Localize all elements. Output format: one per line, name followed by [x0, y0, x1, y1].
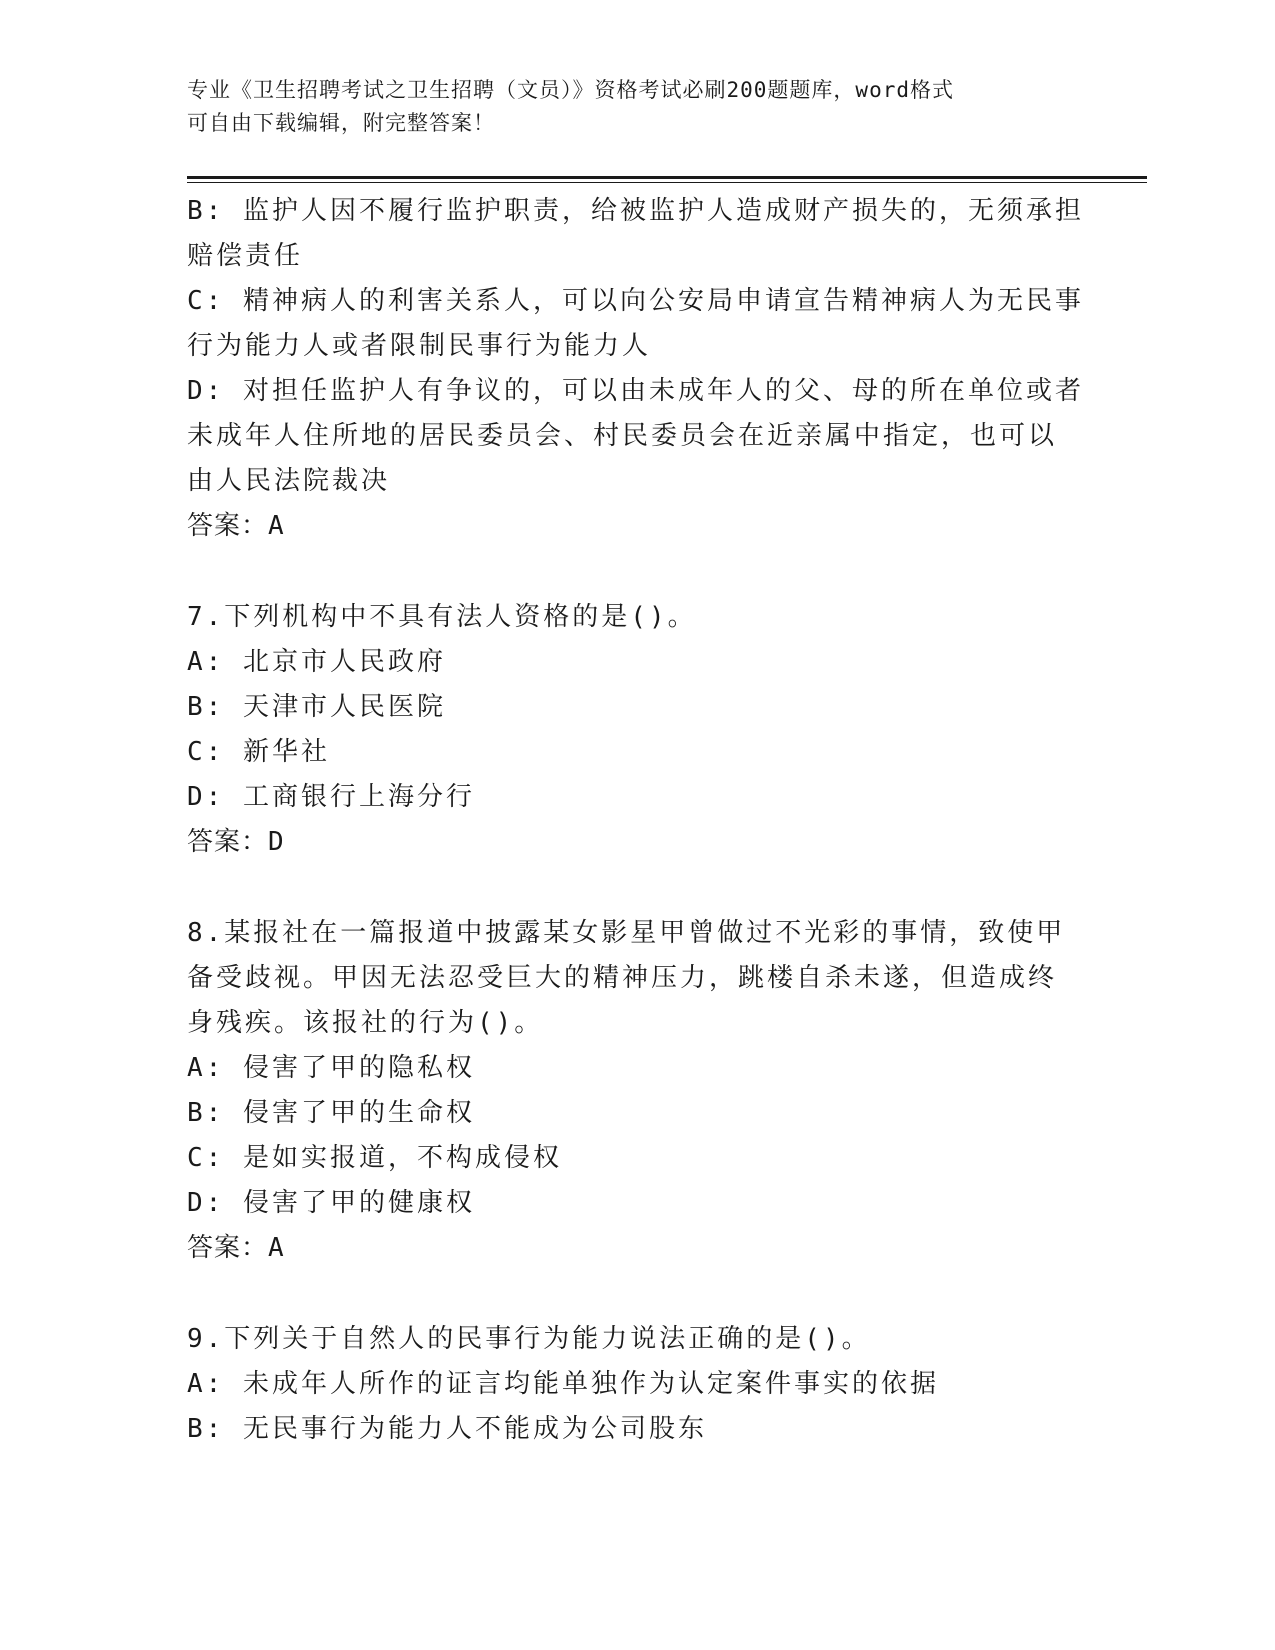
option-c: C: 是如实报道，不构成侵权 — [187, 1143, 562, 1173]
question-6-continued — [187, 189, 1087, 549]
option-b-line-1: B: 监护人因不履行监护职责，给被监护人造成财产损失的，无须承担 — [187, 196, 1084, 226]
option-a: A: 未成年人所作的证言均能单独作为认定案件事实的依据 — [187, 1369, 939, 1399]
option-d: D: 侵害了甲的健康权 — [187, 1188, 475, 1218]
option-c-line-2: 行为能力人或者限制民事行为能力人 — [187, 331, 652, 361]
option-b: B: 无民事行为能力人不能成为公司股东 — [187, 1414, 707, 1444]
option-c: C: 新华社 — [187, 737, 330, 767]
option-d-line-2: 未成年人住所地的居民委员会、村民委员会在近亲属中指定，也可以 — [187, 421, 1058, 451]
document-body — [187, 189, 1087, 1452]
question-stem-line-1: 8.某报社在一篇报道中披露某女影星甲曾做过不光彩的事情，致使甲 — [187, 918, 1066, 948]
option-c-line-1: C: 精神病人的利害关系人，可以向公安局申请宣告精神病人为无民事 — [187, 286, 1084, 316]
answer: 答案：D — [187, 827, 285, 857]
question-stem-line-3: 身残疾。该报社的行为()。 — [187, 1008, 544, 1038]
question-stem: 7.下列机构中不具有法人资格的是()。 — [187, 602, 697, 632]
document-header — [187, 74, 1087, 140]
header-line-1: 专业《卫生招聘考试之卫生招聘（文员）》资格考试必刷200题题库，word格式 — [187, 78, 954, 102]
question-8 — [187, 911, 1087, 1271]
option-a: A: 北京市人民政府 — [187, 647, 446, 677]
header-line-2: 可自由下载编辑，附完整答案！ — [187, 111, 495, 135]
header-rule-thick — [187, 176, 1147, 179]
question-7 — [187, 595, 1087, 865]
option-a: A: 侵害了甲的隐私权 — [187, 1053, 475, 1083]
option-d: D: 工商银行上海分行 — [187, 782, 475, 812]
question-stem-line-2: 备受歧视。甲因无法忍受巨大的精神压力，跳楼自杀未遂，但造成终 — [187, 963, 1058, 993]
answer: 答案：A — [187, 511, 285, 541]
option-d-line-1: D: 对担任监护人有争议的，可以由未成年人的父、母的所在单位或者 — [187, 376, 1084, 406]
question-9 — [187, 1317, 1087, 1452]
option-b: B: 侵害了甲的生命权 — [187, 1098, 475, 1128]
header-rule-thin — [187, 182, 1147, 183]
question-stem: 9.下列关于自然人的民事行为能力说法正确的是()。 — [187, 1324, 871, 1354]
option-b-line-2: 赔偿责任 — [187, 241, 304, 271]
answer: 答案：A — [187, 1233, 285, 1263]
option-b: B: 天津市人民医院 — [187, 692, 446, 722]
option-d-line-3: 由人民法院裁决 — [187, 466, 391, 496]
